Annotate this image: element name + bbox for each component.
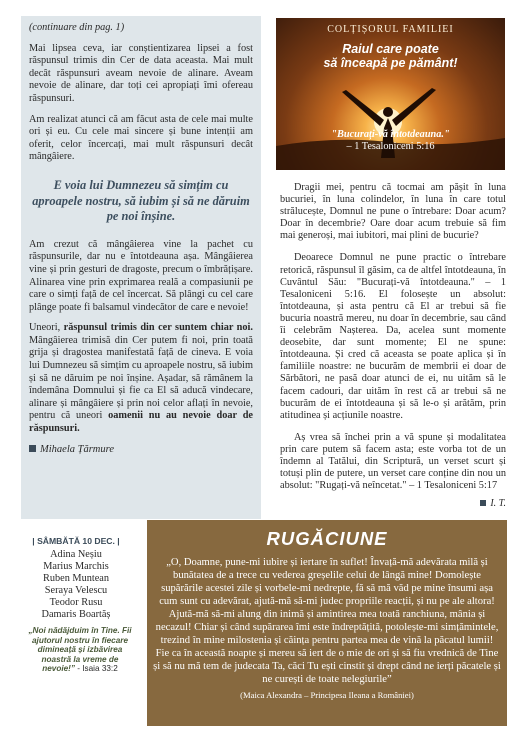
right-article: [280, 182, 506, 510]
right-paragraph-1: Dragii mei, pentru că tocmai am pășit în luna bucuriei, în luna colindelor, în luna în care totul strălucește, Domnul ne pune o întrebare: Doar acum? Doar în decembrie? Oare doar acum trebuie să fim mai generoși, mai iubitori, mai plini de bucurie?: [280, 182, 506, 242]
pull-quote: E voia lui Dumnezeu să simțim cu aproapele nostru, să iubim și să ne dăruim pe noi înșine.: [32, 177, 250, 224]
verse-text: „Noi nădăjduim în Tine. Fii ajutorul nostru în fiecare dimineață și izbăvirea noastră la vreme de nevoie!”: [28, 626, 132, 674]
hero-quote-ref: – 1 Tesaloniceni 5:16: [346, 140, 435, 152]
birthday-name: Damaris Boartăș: [41, 609, 111, 620]
prayer-title: RUGĂCIUNE: [266, 528, 388, 549]
p4-part-c: Mângâierea trimisă din Cer putem fi noi, prin toată grija și dragostea manifestată față de cineva. E voia lui Dumnezeu să simțim cu aproapele nostru, să iubim și să ne dăruim pe noi înșine. Așadar, să rămânem la îndemâna Domnului și fie ca El să aducă vindecare, alinare și mângâiere și prin noi celor aflați în nevoie, pentru că uneori: [29, 334, 253, 422]
square-bullet-icon: [480, 500, 486, 506]
author-line: [29, 444, 253, 457]
birthday-name: Seraya Velescu: [44, 585, 108, 596]
hero-quote: [276, 129, 505, 152]
hero-title-line-1: Raiul care poate: [342, 42, 439, 56]
right-paragraph-2: Deoarece Domnul ne pune practic o întrebare retorică, răspunsul îl găsim, ca de altfel întotdeauna, în Cuvântul Său: "Bucurați-vă întotdeauna." – 1 Tesaloniceni 5:16. El folosește un absolut: întotdeauna, și asta pentru că El ar trebui să fie bucuria noastră mereu, nu doar în decembrie, sau când îi celebrăm Nașterea. Da, acelea sunt momente deosebite, dar sunt momente; El ne spune: întotdeauna. Și cred că aceasta se poate aplica și în familiile noastre: ne bucurăm de membrii ei doar de Sărbători, ne pasă doar atunci de ei, nu uităm să le facem cadouri, dar uităm în rest că ar trebui să ne bucurăm de ei întotdeauna și să le-o și arătăm, prin atitudinea și acțiunile noastre.: [280, 252, 506, 421]
hero-image-panel: [276, 18, 505, 170]
p4-part-d: oamenii nu au nevoie doar de răspunsuri.: [29, 410, 253, 435]
bible-verse: [26, 626, 134, 674]
signature: [280, 498, 506, 510]
continuation-note: (continuare din pag. 1): [29, 22, 125, 33]
verse-ref: - Isaia 33:2: [74, 664, 118, 674]
birthday-date-header: | SÂMBĂTĂ 10 DEC. |: [32, 536, 120, 546]
section-header: COLȚIȘORUL FAMILIEI: [327, 24, 454, 35]
prayer-box: [147, 520, 507, 726]
birthday-name: Marius Marchis: [43, 561, 109, 572]
left-paragraph-1: Mai lipsea ceva, iar conștientizarea lipsei a fost răspunsul trimis din Cer de data aceasta. Mai mult decât răspunsuri aveam nevoie de alinare. Aveam nevoie de alinare, dar toți cei apropiați îmi ofereau răspunsuri.: [29, 42, 253, 104]
prayer-text: „O, Doamne, pune-mi iubire și iertare în suflet! Învață-mă adevărata milă și bunătatea de a trece cu vederea greșelile celui de lângă mine! Domolește supărările acestei zile și vorbele-mi nedrepte, fă să mă văd pe mine însumi așa cum sunt cu adevărat, ajută-mă să-mi judec propriile reacții, și nu pe ale altora! Ajută-mă să-mi alung din inimă și amintirea mea toată ranchiuna, mânia și necazul! Chiar și când supărarea îmi este îndreptățită, potolește-mi simțămintele, trezind în mine milostenia și căința pentru partea mea de vină la păcatul lumii! Fie ca în această noapte și mereu să iert de o mie de ori și să fiu vrednică de Tine și să nu mă tem de judecata Ta, căci Tu ești cinstit și drept când ne ierți păcatele și ne curești de toate nelegiurile”: [153, 557, 501, 685]
right-paragraph-3: Aș vrea să închei prin a vă spune și modalitatea prin care putem să facem asta; este vorba tot de un îndemn al Tatălui, din Scriptură, un verset scurt și totuși plin de putere, un verset care conține din nou un absolut: "Rugați-vă neîncetat." – 1 Tesaloniceni 5:17: [280, 431, 506, 492]
square-bullet-icon: [29, 445, 36, 452]
birthday-name: Teodor Rusu: [49, 597, 103, 608]
hero-quote-text: "Bucurați-vă întotdeauna.": [331, 129, 450, 140]
birthday-name: Ruben Muntean: [42, 573, 110, 584]
signature-text: I. T.: [490, 498, 506, 510]
p4-part-a: Uneori,: [29, 322, 64, 334]
p4-part-b: răspunsul trimis din cer suntem chiar noi.: [63, 322, 253, 334]
author-name: Mihaela Țărmure: [40, 443, 114, 455]
hero-title: [276, 42, 505, 70]
birthday-list: [21, 535, 131, 621]
prayer-source: (Maica Alexandra – Principesa Ileana a României): [240, 690, 414, 700]
hero-title-line-2: să înceapă pe pământ!: [323, 56, 458, 70]
left-paragraph-4: [29, 322, 253, 435]
left-paragraph-3: Am crezut că mângâierea vine la pachet cu răspunsurile, dar nu e întotdeauna așa. Mângâierea vine și prin gesturi de dragoste, precum o îmbrățișare. Alinarea vine prin exprimarea reală a compasiunii pe care o simți față de cel încercat. Să plângi cu cel care plânge poate fi balsamul vindecător de care e nevoie!: [29, 238, 253, 313]
left-article: [21, 16, 261, 519]
birthday-name: Adina Neșiu: [50, 549, 102, 560]
left-paragraph-2: Am realizat atunci că am făcut asta de cele mai multe ori și eu. Cu cele mai sincere și bune intenții am oferit, celor încercați, mai mult răspunsuri decât mângâiere.: [29, 113, 253, 163]
